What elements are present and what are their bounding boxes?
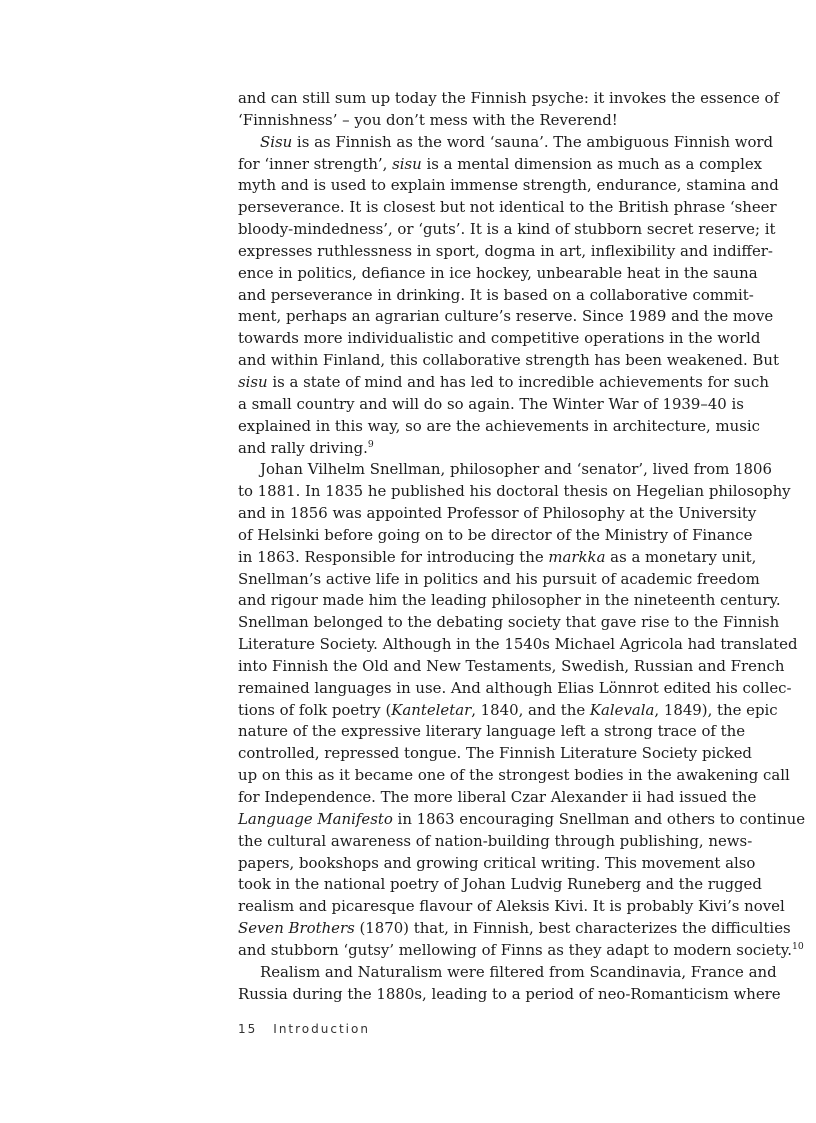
text-line <box>238 678 792 700</box>
text-run: ment, perhaps an agrarian culture’s reserve. Since 1989 and the move <box>238 307 774 326</box>
text-line <box>238 481 791 503</box>
text-run: expresses ruthlessness in sport, dogma in art, inflexibility and indiffer- <box>238 241 773 260</box>
text-run: and rally driving. <box>238 438 368 457</box>
text-run: , 1840, and the <box>471 700 590 719</box>
text-line <box>238 394 744 416</box>
text-run: into Finnish the Old and New Testaments, Swedish, Russian and French <box>238 656 785 675</box>
text-run: nature of the expressive literary language left a strong trace of the <box>238 722 746 741</box>
text-run: in 1863. Responsible for introducing the <box>238 547 549 566</box>
text-run: Russia during the 1880s, leading to a period of neo-Romanticism where <box>238 984 781 1003</box>
italic-text: Seven Brothers <box>238 919 355 938</box>
text-line <box>238 459 772 481</box>
text-run: Snellman belonged to the debating society that gave rise to the Finnish <box>238 613 780 632</box>
text-line <box>238 154 763 176</box>
text-run: tions of folk poetry ( <box>238 700 392 719</box>
text-run: and stubborn ‘gutsy’ mellowing of Finns as they adapt to modern society. <box>238 940 792 959</box>
text-run: ‘Finnishness’ – you don’t mess with the Reverend! <box>238 110 618 129</box>
text-run: and can still sum up today the Finnish psyche: it invokes the essence of <box>238 89 779 107</box>
text-line <box>238 328 761 350</box>
text-run: realism and picaresque flavour of Aleksis Kivi. It is probably Kivi’s novel <box>238 897 785 916</box>
text-run: towards more individualistic and competitive operations in the world <box>238 329 761 348</box>
text-run: a small country and will do so again. The Winter War of 1939–40 is <box>238 394 744 413</box>
text-run: is as Finnish as the word ‘sauna’. The ambiguous Finnish word <box>292 132 774 151</box>
text-line <box>238 241 773 263</box>
text-run: remained languages in use. And although Elias Lönnrot edited his collec- <box>238 678 792 697</box>
text-line <box>238 285 754 307</box>
body-text <box>238 88 806 1005</box>
text-line <box>238 306 774 328</box>
text-run: is a mental dimension as much as a complex <box>421 154 763 173</box>
text-run: , 1849), the epic <box>654 700 778 719</box>
text-run: the cultural awareness of nation-building through publishing, news- <box>238 831 753 850</box>
text-line <box>238 656 785 678</box>
text-run: in 1863 encouraging Snellman and others to continue <box>392 809 806 828</box>
footnote-ref: 10 <box>791 940 804 952</box>
text-run: controlled, repressed tongue. The Finnish Literature Society picked <box>238 744 752 763</box>
text-line <box>238 634 798 656</box>
text-run: as a monetary unit, <box>605 547 757 566</box>
text-line <box>238 896 785 918</box>
text-line <box>238 503 757 525</box>
paragraph <box>238 132 779 460</box>
text-line <box>238 175 779 197</box>
text-line <box>238 590 781 612</box>
italic-text: Kalevala <box>589 700 655 719</box>
text-line <box>238 743 752 765</box>
text-run: bloody-mindedness’, or ‘guts’. It is a kind of stubborn secret reserve; it <box>238 220 776 239</box>
text-line <box>238 219 776 241</box>
text-run: for Independence. The more liberal Czar Alexander ii had issued the <box>238 788 757 806</box>
text-line <box>238 984 781 1006</box>
text-run: is a state of mind and has led to incredible achievements for such <box>267 372 769 391</box>
text-line <box>238 438 716 460</box>
text-line <box>238 372 769 394</box>
text-run: perseverance. It is closest but not identical to the British phrase ‘sheer <box>238 198 777 217</box>
text-line <box>238 612 780 634</box>
italic-text: Language Manifesto <box>238 809 393 828</box>
text-run: papers, bookshops and growing critical writing. This movement also <box>238 853 756 872</box>
text-line <box>238 416 760 438</box>
text-line <box>238 350 779 372</box>
text-run: ence in politics, defiance in ice hockey, unbearable heat in the sauna <box>238 263 758 282</box>
text-line <box>238 765 790 787</box>
text-line <box>238 962 777 984</box>
paragraph <box>238 88 779 132</box>
text-line <box>238 940 804 962</box>
text-line <box>238 787 757 809</box>
text-run: Johan Vilhelm Snellman, philosopher and ‘senator’, lived from 1806 <box>260 460 772 479</box>
text-run: and within Finland, this collaborative strength has been weakened. But <box>238 351 779 370</box>
running-footer <box>238 1022 370 1036</box>
italic-text: sisu <box>392 154 422 173</box>
text-run: and perseverance in drinking. It is based on a collaborative commit- <box>238 285 754 304</box>
italic-text: Sisu <box>260 132 293 151</box>
text-run: up on this as it became one of the strongest bodies in the awakening call <box>238 766 790 785</box>
text-run: Snellman’s active life in politics and his pursuit of academic freedom <box>238 569 760 588</box>
text-line <box>238 918 791 940</box>
text-line <box>238 88 779 110</box>
paragraph <box>238 962 781 1006</box>
text-run: Literature Society. Although in the 1540s Michael Agricola had translated <box>238 635 798 654</box>
text-run: (1870) that, in Finnish, best characterizes the difficulties <box>354 919 791 938</box>
text-run: to 1881. In 1835 he published his doctoral thesis on Hegelian philosophy <box>238 482 791 501</box>
text-line <box>238 110 716 132</box>
italic-text: markka <box>548 547 606 566</box>
text-line <box>238 263 758 285</box>
text-line <box>238 721 746 743</box>
text-run: took in the national poetry of Johan Ludvig Runeberg and the rugged <box>238 875 762 894</box>
page-number: 15 <box>238 1022 258 1036</box>
text-run: Realism and Naturalism were filtered from Scandinavia, France and <box>260 962 777 981</box>
text-run: of Helsinki before going on to be director of the Ministry of Finance <box>238 525 753 544</box>
paragraph <box>238 459 806 961</box>
text-line <box>238 547 757 569</box>
text-run: for ‘inner strength’, <box>238 154 393 173</box>
text-run: and rigour made him the leading philosopher in the nineteenth century. <box>238 591 781 610</box>
text-line <box>238 525 753 547</box>
text-line <box>238 700 778 722</box>
section-title: Introduction <box>273 1022 370 1036</box>
text-line <box>238 874 762 896</box>
text-line <box>238 853 756 875</box>
text-run: explained in this way, so are the achievements in architecture, music <box>238 416 760 435</box>
italic-text: Kanteletar <box>391 700 472 719</box>
text-run: myth and is used to explain immense strength, endurance, stamina and <box>238 176 779 195</box>
text-line <box>238 197 777 219</box>
text-run: and in 1856 was appointed Professor of Philosophy at the University <box>238 504 757 523</box>
italic-text: sisu <box>238 372 268 391</box>
text-line <box>238 132 774 154</box>
text-line <box>238 569 760 591</box>
text-line <box>238 831 753 853</box>
footnote-ref: 9 <box>367 438 374 450</box>
text-line <box>238 809 806 831</box>
